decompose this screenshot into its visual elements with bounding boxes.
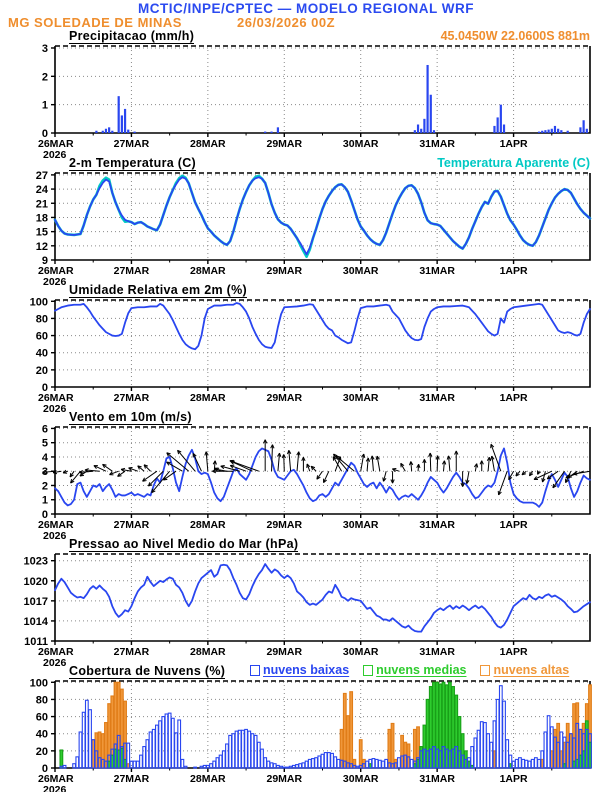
- legend-item-low-clouds: nuvens baixas: [250, 663, 349, 677]
- svg-text:2026: 2026: [43, 403, 67, 415]
- svg-text:29MAR: 29MAR: [266, 519, 303, 531]
- svg-text:1APR: 1APR: [499, 646, 528, 658]
- svg-text:4: 4: [41, 451, 48, 464]
- svg-text:12: 12: [35, 240, 48, 253]
- svg-text:6: 6: [41, 423, 48, 436]
- svg-text:2: 2: [41, 480, 48, 493]
- svg-text:26MAR: 26MAR: [38, 519, 74, 531]
- svg-text:31MAR: 31MAR: [419, 138, 455, 150]
- svg-text:29MAR: 29MAR: [266, 265, 303, 277]
- svg-text:26MAR: 26MAR: [38, 265, 74, 277]
- panel-title-clouds: Cobertura de Nuvens (%): [69, 664, 226, 678]
- svg-text:9: 9: [41, 255, 48, 267]
- svg-text:27MAR: 27MAR: [113, 773, 150, 785]
- svg-text:60: 60: [35, 711, 48, 724]
- svg-text:5: 5: [41, 437, 48, 450]
- panel-title-temperature: 2-m Temperatura (C): [69, 156, 197, 170]
- svg-text:2026: 2026: [43, 530, 67, 542]
- svg-text:28MAR: 28MAR: [190, 138, 226, 150]
- svg-text:29MAR: 29MAR: [266, 138, 303, 150]
- svg-text:31MAR: 31MAR: [419, 519, 455, 531]
- svg-text:30MAR: 30MAR: [342, 138, 379, 150]
- svg-text:27: 27: [35, 169, 48, 182]
- svg-text:1APR: 1APR: [499, 138, 528, 150]
- panel-title-humidity: Umidade Relativa em 2m (%): [69, 283, 247, 297]
- svg-text:80: 80: [35, 694, 48, 707]
- svg-text:0: 0: [41, 128, 48, 140]
- panel-title-pressure: Pressao ao Nivel Medio do Mar (hPa): [69, 537, 299, 551]
- station-name: MG SOLEDADE DE MINAS: [8, 15, 182, 30]
- svg-text:2026: 2026: [43, 784, 67, 792]
- svg-text:1APR: 1APR: [499, 773, 528, 785]
- high-clouds-swatch-icon: [480, 665, 490, 676]
- coordinates-label: 45.0450W 22.0600S 881m: [440, 29, 590, 43]
- svg-text:29MAR: 29MAR: [266, 646, 303, 658]
- svg-text:27MAR: 27MAR: [113, 519, 150, 531]
- panel-5: [24, 554, 590, 669]
- svg-text:28MAR: 28MAR: [190, 773, 226, 785]
- svg-text:2026: 2026: [43, 657, 67, 669]
- panel-title-precipitation: Precipitacao (mm/h): [69, 29, 195, 43]
- svg-text:1017: 1017: [23, 595, 48, 608]
- svg-text:0: 0: [41, 382, 48, 394]
- svg-text:1: 1: [41, 99, 48, 112]
- svg-text:31MAR: 31MAR: [419, 392, 455, 404]
- svg-text:100: 100: [29, 677, 48, 690]
- svg-text:26MAR: 26MAR: [38, 773, 74, 785]
- svg-text:30MAR: 30MAR: [342, 519, 379, 531]
- svg-text:27MAR: 27MAR: [113, 138, 150, 150]
- panel-title-wind: Vento em 10m (m/s): [69, 410, 192, 424]
- svg-text:60: 60: [35, 330, 48, 343]
- svg-text:31MAR: 31MAR: [419, 265, 455, 277]
- svg-text:21: 21: [35, 198, 48, 211]
- svg-text:30MAR: 30MAR: [342, 646, 379, 658]
- legend-item-high-clouds: nuvens altas: [480, 663, 569, 677]
- svg-text:20: 20: [35, 364, 48, 377]
- cloud-legend: [250, 663, 569, 677]
- legend-item-mid-clouds: nuvens medias: [363, 663, 466, 677]
- apparent-temperature-label: Temperatura Aparente (C): [437, 156, 590, 170]
- svg-text:27MAR: 27MAR: [113, 265, 150, 277]
- svg-text:29MAR: 29MAR: [266, 773, 303, 785]
- panel-2: [36, 170, 590, 288]
- svg-text:1011: 1011: [24, 636, 48, 648]
- svg-text:28MAR: 28MAR: [190, 646, 226, 658]
- panel-3: [30, 296, 590, 415]
- svg-text:1APR: 1APR: [499, 519, 528, 531]
- svg-text:0: 0: [41, 763, 48, 775]
- svg-text:18: 18: [35, 212, 48, 225]
- svg-text:30MAR: 30MAR: [342, 265, 379, 277]
- svg-text:100: 100: [29, 296, 48, 309]
- low-clouds-swatch-icon: [250, 665, 260, 676]
- svg-text:31MAR: 31MAR: [419, 773, 455, 785]
- svg-text:1020: 1020: [23, 575, 48, 588]
- svg-text:1APR: 1APR: [499, 265, 528, 277]
- svg-text:20: 20: [35, 745, 48, 758]
- run-datetime: 26/03/2026 00Z: [237, 15, 336, 30]
- svg-text:2026: 2026: [43, 276, 67, 288]
- svg-text:31MAR: 31MAR: [419, 646, 455, 658]
- svg-text:30MAR: 30MAR: [342, 392, 379, 404]
- svg-text:1023: 1023: [23, 555, 48, 568]
- panel-4: [38, 423, 590, 542]
- svg-text:26MAR: 26MAR: [38, 646, 74, 658]
- svg-text:1014: 1014: [23, 615, 48, 628]
- panel-6: [30, 677, 592, 792]
- mid-clouds-swatch-icon: [363, 665, 373, 676]
- svg-text:40: 40: [35, 728, 48, 741]
- svg-text:80: 80: [35, 313, 48, 326]
- svg-text:3: 3: [41, 42, 48, 55]
- svg-text:30MAR: 30MAR: [342, 773, 379, 785]
- svg-text:28MAR: 28MAR: [190, 519, 226, 531]
- svg-text:28MAR: 28MAR: [190, 265, 226, 277]
- svg-text:2: 2: [41, 71, 48, 84]
- svg-text:15: 15: [35, 226, 48, 239]
- svg-text:27MAR: 27MAR: [113, 646, 150, 658]
- svg-text:40: 40: [35, 347, 48, 360]
- svg-text:29MAR: 29MAR: [266, 392, 303, 404]
- svg-text:1APR: 1APR: [499, 392, 528, 404]
- model-title: MCTIC/INPE/CPTEC — MODELO REGIONAL WRF: [138, 1, 474, 16]
- panel-1: [38, 43, 590, 161]
- svg-text:24: 24: [35, 184, 48, 197]
- svg-text:27MAR: 27MAR: [113, 392, 150, 404]
- svg-text:28MAR: 28MAR: [190, 392, 226, 404]
- svg-text:26MAR: 26MAR: [38, 392, 74, 404]
- svg-text:2026: 2026: [43, 149, 67, 161]
- svg-text:1: 1: [41, 494, 48, 507]
- svg-text:0: 0: [41, 509, 48, 521]
- svg-text:26MAR: 26MAR: [38, 138, 74, 150]
